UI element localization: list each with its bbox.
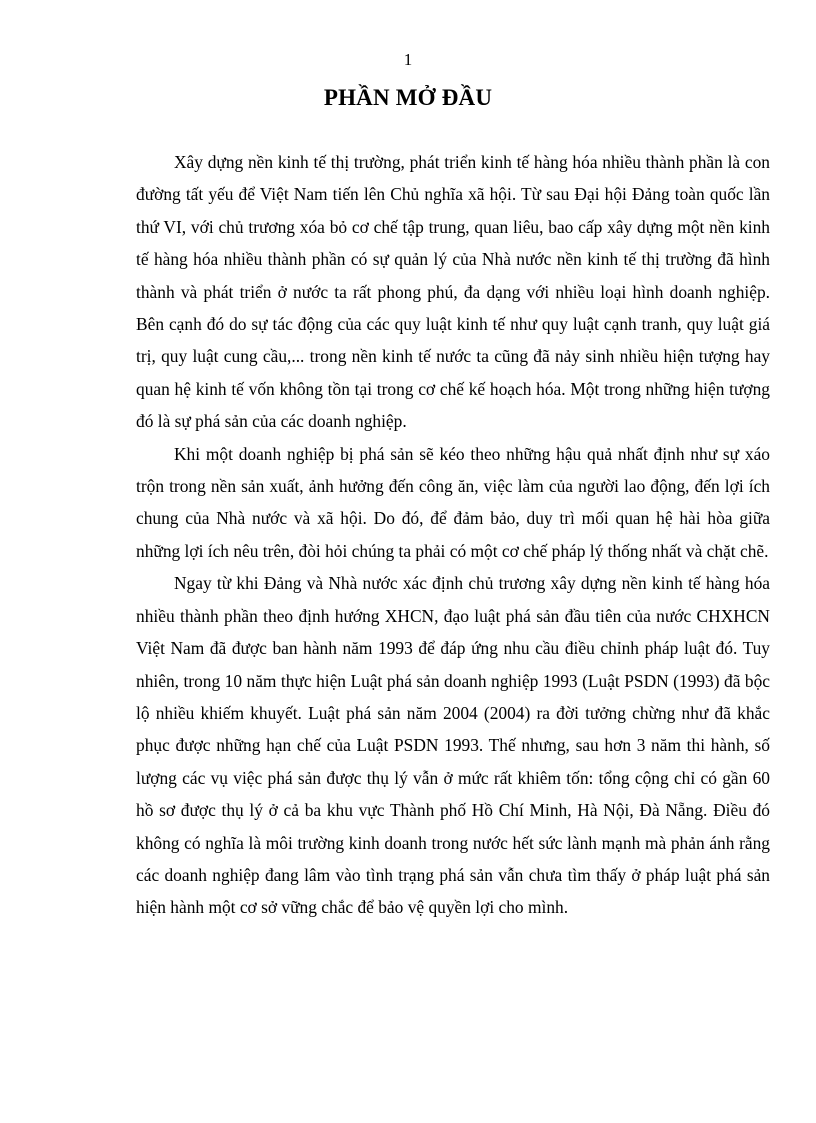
page-title: PHẦN MỞ ĐẦU	[323, 85, 493, 110]
paragraph-1: Xây dựng nền kinh tế thị trường, phát triển kinh tế hàng hóa nhiều thành phần là con đường tất yếu để Việt Nam tiến lên Chủ nghĩa xã hội. Từ sau Đại hội Đảng toàn quốc lần thứ VI, với chủ trương xóa bỏ cơ chế tập trung, quan liêu, bao cấp xây dựng một nền kinh tế hàng hóa nhiều thành phần có sự quản lý của Nhà nước nền kinh tế thị trường đã hình thành và phát triển ở nước ta rất phong phú, đa dạng với nhiều loại hình doanh nghiệp. Bên cạnh đó do sự tác động của các quy luật kinh tế như quy luật cạnh tranh, quy luật giá trị, quy luật cung cầu,... trong nền kinh tế nước ta cũng đã nảy sinh nhiều hiện tượng hay quan hệ kinh tế vốn không tồn tại trong cơ chế kế hoạch hóa. Một trong những hiện tượng đó là sự phá sản của các doanh nghiệp.	[136, 152, 770, 432]
paragraph-3: Ngay từ khi Đảng và Nhà nước xác định chủ trương xây dựng nền kinh tế hàng hóa nhiều thành phần theo định hướng XHCN, đạo luật phá sản đầu tiên của nước CHXHCN Việt Nam đã được ban hành năm 1993 để đáp ứng nhu cầu điều chỉnh pháp luật đó. Tuy nhiên, trong 10 năm thực hiện Luật phá sản doanh nghiệp 1993 (Luật PSDN (1993) đã bộc lộ nhiều khiếm khuyết. Luật phá sản năm 2004 (2004) ra đời tưởng chừng như đã khắc phục được những hạn chế của Luật PSDN 1993. Thế nhưng, sau hơn 3 năm thi hành, số lượng các vụ việc phá sản được thụ lý vẫn ở mức rất khiêm tốn: tổng cộng chỉ có gần 60 hồ sơ được thụ lý ở cả ba khu vực Thành phố Hồ Chí Minh, Hà Nội, Đà Nẵng. Điều đó không có nghĩa là môi trường kinh doanh trong nước hết sức lành mạnh mà phản ánh rằng các doanh nghiệp đang lâm vào tình trạng phá sản vẫn chưa tìm thấy ở pháp luật phá sản hiện hành một cơ sở vững chắc để bảo vệ quyền lợi cho mình.	[136, 573, 770, 918]
document-body	[136, 146, 770, 924]
page-number: 1	[403, 50, 413, 69]
paragraph-2: Khi một doanh nghiệp bị phá sản sẽ kéo theo những hậu quả nhất định như sự xáo trộn trong nền sản xuất, ảnh hưởng đến công ăn, việc làm của người lao động, đến lợi ích chung của Nhà nước và xã hội. Do đó, để đảm bảo, duy trì mối quan hệ hài hòa giữa những lợi ích nêu trên, đòi hỏi chúng ta phải có một cơ chế pháp lý thống nhất và chặt chẽ.	[136, 443, 770, 561]
